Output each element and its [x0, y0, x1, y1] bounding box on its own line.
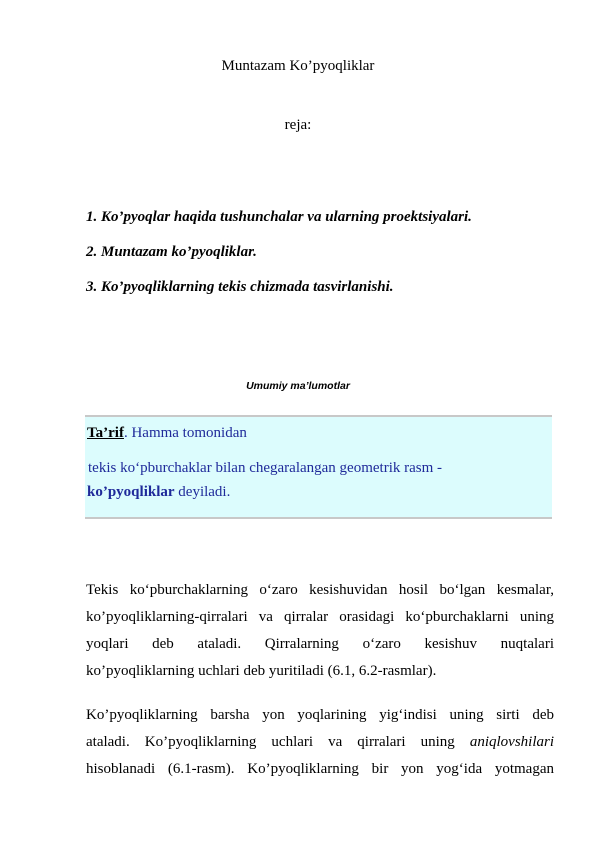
- plan-item: 3. Ko’pyoqliklarning tekis chizmada tasvirlanishi.: [86, 279, 394, 295]
- definition-term: Ta’rif: [87, 425, 124, 441]
- plan-item: 1. Ko’pyoqlar haqida tushunchalar va ularning proektsiyalari.: [86, 209, 472, 225]
- definition-line: tekis ko‘pburchaklar bilan chegaralangan geometrik rasm -: [88, 460, 443, 476]
- definition-text: deyiladi.: [174, 484, 231, 500]
- paragraph-line: Ko’pyoqliklarning barsha yon yoqlarining yig‘indisi uning sirti deb: [86, 707, 554, 723]
- definition-box: [85, 415, 552, 519]
- paragraph-text: ataladi. Ko’pyoqliklarning uchlari va qirralari uning: [86, 734, 470, 750]
- italic-term: aniqlovshilari: [469, 734, 554, 750]
- paragraph: [86, 577, 554, 685]
- paragraph-line: hisoblanadi (6.1-rasm). Ko’pyoqliklarning bir yon yog‘ida yotmagan: [86, 761, 554, 777]
- definition-text: . Hamma tomonidan: [123, 425, 247, 441]
- definition-line: [87, 425, 247, 442]
- document-subtitle: reja:: [284, 117, 312, 133]
- paragraph-line: [86, 729, 554, 756]
- paragraph-line: ko’pyoqliklarning uchlari deb yuritiladi (6.1, 6.2-rasmlar).: [86, 663, 437, 679]
- section-heading: Umumiy ma’lumotlar: [246, 380, 350, 392]
- paragraph-line: ko’pyoqliklarning-qirralari va qirralar orasidagi ko‘pburchaklarni uning: [86, 609, 554, 625]
- paragraph: [86, 702, 554, 783]
- definition-line: [87, 484, 230, 501]
- defined-term: ko’pyoqliklar: [87, 484, 175, 500]
- document-title: Muntazam Ko’pyoqliklar: [221, 58, 375, 74]
- plan-list: [86, 207, 556, 312]
- paragraph-line: Tekis ko‘pburchaklarning o‘zaro kesishuvidan hosil bo‘lgan kesmalar,: [86, 582, 554, 598]
- plan-item: 2. Muntazam ko’pyoqliklar.: [86, 244, 257, 260]
- paragraph-line: yoqlari deb ataladi. Qirralarning o‘zaro kesishuv nuqtalari: [86, 636, 554, 652]
